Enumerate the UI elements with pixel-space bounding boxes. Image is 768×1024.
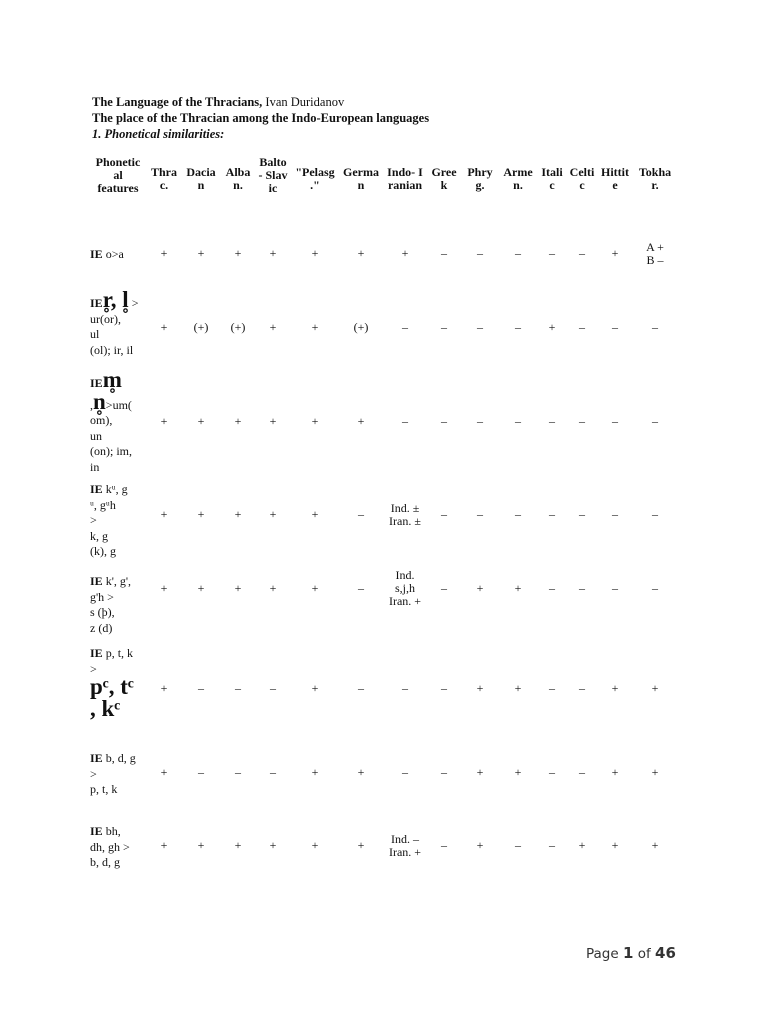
- table-cell: –: [652, 581, 658, 595]
- table-cell: +: [269, 414, 277, 428]
- table-cell: +: [160, 838, 168, 852]
- row-label-prefix: IE: [90, 376, 103, 390]
- table-cell: +: [234, 507, 242, 521]
- table-cell: –: [549, 681, 555, 695]
- table-cell: +: [357, 838, 365, 852]
- table-cell: (+): [353, 320, 369, 334]
- table-cell: –: [612, 414, 618, 428]
- row-label-prefix: IE: [90, 482, 103, 496]
- table-cell: +: [548, 320, 556, 334]
- column-header: "Pelasg .": [295, 165, 335, 192]
- author: Ivan Duridanov: [262, 95, 345, 109]
- table-cell: +: [611, 246, 619, 260]
- table-cell: +: [401, 246, 409, 260]
- table-cell: +: [269, 320, 277, 334]
- table-cell: –: [549, 246, 555, 260]
- row-label-prefix: IE: [90, 824, 103, 838]
- row-label-text: b, d, g > p, t, k: [90, 751, 136, 796]
- table-cell: –: [652, 320, 658, 334]
- table-cell: –: [549, 414, 555, 428]
- table-cell: –: [515, 246, 521, 260]
- table-cell: –: [441, 581, 447, 595]
- column-header: Thra c.: [150, 165, 177, 192]
- table-cell: –: [515, 507, 521, 521]
- table-cell: +: [311, 414, 319, 428]
- table-cell: +: [514, 681, 522, 695]
- table-cell: +: [476, 838, 484, 852]
- table-cell: +: [357, 246, 365, 260]
- column-header: Germa n: [343, 165, 379, 192]
- table-cell: –: [579, 581, 585, 595]
- table-cell: –: [358, 581, 364, 595]
- table-cell: +: [197, 246, 205, 260]
- table-cell: +: [611, 838, 619, 852]
- row-label-prefix: IE: [90, 646, 103, 660]
- row-label-text: bh, dh, gh > b, d, g: [90, 824, 130, 869]
- subtitle: The place of the Thracian among the Indo-European languages: [92, 111, 430, 125]
- table-cell: –: [612, 507, 618, 521]
- page-number: 1: [622, 944, 634, 962]
- table-cell: –: [549, 507, 555, 521]
- table-cell: –: [652, 507, 658, 521]
- column-header: Phry g.: [467, 165, 493, 192]
- row-label: [90, 247, 124, 263]
- row-label: [90, 751, 150, 798]
- table-cell: +: [311, 838, 319, 852]
- row-label-symbol: pᶜ, tᶜ , kᶜ: [90, 674, 134, 721]
- table-cell: –: [579, 414, 585, 428]
- row-label: [90, 287, 150, 358]
- row-label-symbol: m̥: [102, 367, 122, 392]
- row-label-text: o>a: [102, 247, 124, 261]
- table-cell: +: [311, 507, 319, 521]
- table-cell: +: [476, 765, 484, 779]
- table-cell: –: [477, 507, 483, 521]
- page-indicator: [586, 944, 676, 962]
- table-cell: –: [612, 581, 618, 595]
- table-cell: –: [441, 765, 447, 779]
- table-cell: –: [358, 507, 364, 521]
- table-cell: +: [651, 838, 659, 852]
- row-label-text: kᵘ, g ᵘ, gᵘh > k, g (k), g: [90, 482, 128, 558]
- row-label-symbol: n̥: [93, 388, 106, 414]
- column-header: Celti c: [569, 165, 595, 192]
- row-label: [90, 646, 150, 720]
- table-cell: –: [235, 765, 241, 779]
- table-cell: +: [476, 581, 484, 595]
- table-cell: –: [441, 681, 447, 695]
- table-cell: –: [477, 414, 483, 428]
- table-cell: +: [160, 246, 168, 260]
- table-cell: +: [311, 681, 319, 695]
- table-cell: +: [611, 765, 619, 779]
- table-cell: +: [357, 414, 365, 428]
- table-cell: +: [269, 581, 277, 595]
- table-cell: –: [515, 838, 521, 852]
- table-cell: –: [579, 507, 585, 521]
- table-cell: +: [160, 765, 168, 779]
- column-header: Phonetic al features: [95, 155, 141, 195]
- row-label-text: > ur(or), ul (ol); ir, il: [90, 296, 139, 357]
- table-cell: –: [515, 320, 521, 334]
- table-cell: –: [402, 681, 408, 695]
- row-label: [90, 824, 150, 871]
- column-header: Tokha r.: [638, 165, 672, 192]
- table-cell: (+): [230, 320, 246, 334]
- table-cell: +: [197, 507, 205, 521]
- page-of: of: [633, 946, 656, 962]
- section-title: 1. Phonetical similarities:: [92, 127, 225, 141]
- table-cell: +: [514, 765, 522, 779]
- table-cell: +: [651, 765, 659, 779]
- table-cell: –: [270, 681, 276, 695]
- table-cell: Ind. s,j,h Iran. +: [388, 568, 422, 608]
- table-cell: –: [441, 507, 447, 521]
- table-cell: –: [612, 320, 618, 334]
- table-cell: +: [269, 246, 277, 260]
- table-cell: –: [477, 246, 483, 260]
- table-cell: –: [549, 765, 555, 779]
- table-cell: Ind. – Iran. +: [388, 831, 422, 859]
- row-label-symbol: r̥, l̥: [102, 287, 129, 312]
- table-cell: –: [441, 414, 447, 428]
- table-cell: –: [441, 246, 447, 260]
- table-cell: +: [476, 681, 484, 695]
- table-cell: –: [515, 414, 521, 428]
- table-cell: –: [441, 320, 447, 334]
- table-cell: +: [197, 838, 205, 852]
- table-cell: +: [160, 581, 168, 595]
- table-cell: +: [651, 681, 659, 695]
- table-cell: +: [578, 838, 586, 852]
- column-header: Hittit e: [601, 165, 629, 192]
- table-cell: –: [198, 681, 204, 695]
- column-header: Indo- I ranian: [387, 165, 423, 192]
- row-label-prefix: IE: [90, 296, 103, 310]
- table-cell: –: [358, 681, 364, 695]
- table-cell: +: [234, 581, 242, 595]
- table-cell: +: [160, 320, 168, 334]
- table-cell: +: [311, 246, 319, 260]
- page-total: 46: [655, 944, 676, 962]
- table-cell: –: [270, 765, 276, 779]
- table-cell: +: [311, 320, 319, 334]
- table-cell: –: [652, 414, 658, 428]
- column-header: Dacia n: [186, 165, 216, 192]
- table-cell: +: [234, 246, 242, 260]
- table-cell: +: [234, 414, 242, 428]
- table-cell: +: [357, 765, 365, 779]
- table-cell: –: [402, 765, 408, 779]
- page-prefix: Page: [586, 946, 623, 962]
- table-cell: A + B –: [646, 239, 664, 267]
- table-cell: Ind. ± Iran. ±: [389, 500, 421, 528]
- document-heading: [92, 94, 429, 142]
- row-label-prefix: IE: [90, 247, 103, 261]
- table-cell: –: [441, 838, 447, 852]
- table-cell: –: [477, 320, 483, 334]
- row-label-prefix: IE: [90, 574, 103, 588]
- table-cell: –: [579, 246, 585, 260]
- row-label-text: p, t, k >: [90, 646, 134, 676]
- table-cell: –: [549, 581, 555, 595]
- row-label-text: >um( om), un (on); im, in: [90, 397, 132, 474]
- table-cell: +: [160, 414, 168, 428]
- row-label-text: k', g', g'h > s (þ), z (d): [90, 574, 132, 635]
- table-cell: +: [514, 581, 522, 595]
- table-cell: –: [549, 838, 555, 852]
- table-cell: +: [269, 507, 277, 521]
- row-label: IEm̥ ,n̥>um( om), un (on); im, in: [90, 367, 132, 474]
- row-label-prefix: IE: [90, 751, 103, 765]
- table-cell: –: [235, 681, 241, 695]
- table-cell: +: [160, 507, 168, 521]
- row-label: [90, 482, 150, 560]
- table-cell: +: [197, 581, 205, 595]
- table-cell: +: [234, 838, 242, 852]
- column-header: Alba n.: [225, 165, 251, 192]
- row-label: [90, 574, 150, 636]
- table-cell: –: [198, 765, 204, 779]
- table-cell: –: [402, 320, 408, 334]
- table-cell: –: [402, 414, 408, 428]
- table-cell: +: [611, 681, 619, 695]
- book-title: The Language of the Thracians,: [92, 95, 263, 109]
- column-header: Arme n.: [503, 165, 533, 192]
- table-cell: +: [160, 681, 168, 695]
- table-cell: +: [197, 414, 205, 428]
- table-cell: +: [311, 581, 319, 595]
- table-cell: +: [269, 838, 277, 852]
- column-header: Itali c: [541, 165, 563, 192]
- table-cell: +: [311, 765, 319, 779]
- table-cell: –: [579, 681, 585, 695]
- table-cell: (+): [193, 320, 209, 334]
- table-cell: –: [579, 320, 585, 334]
- title-line: [92, 94, 429, 110]
- column-header: Balto - Slav ic: [258, 155, 288, 195]
- column-header: Gree k: [431, 165, 457, 192]
- table-cell: –: [579, 765, 585, 779]
